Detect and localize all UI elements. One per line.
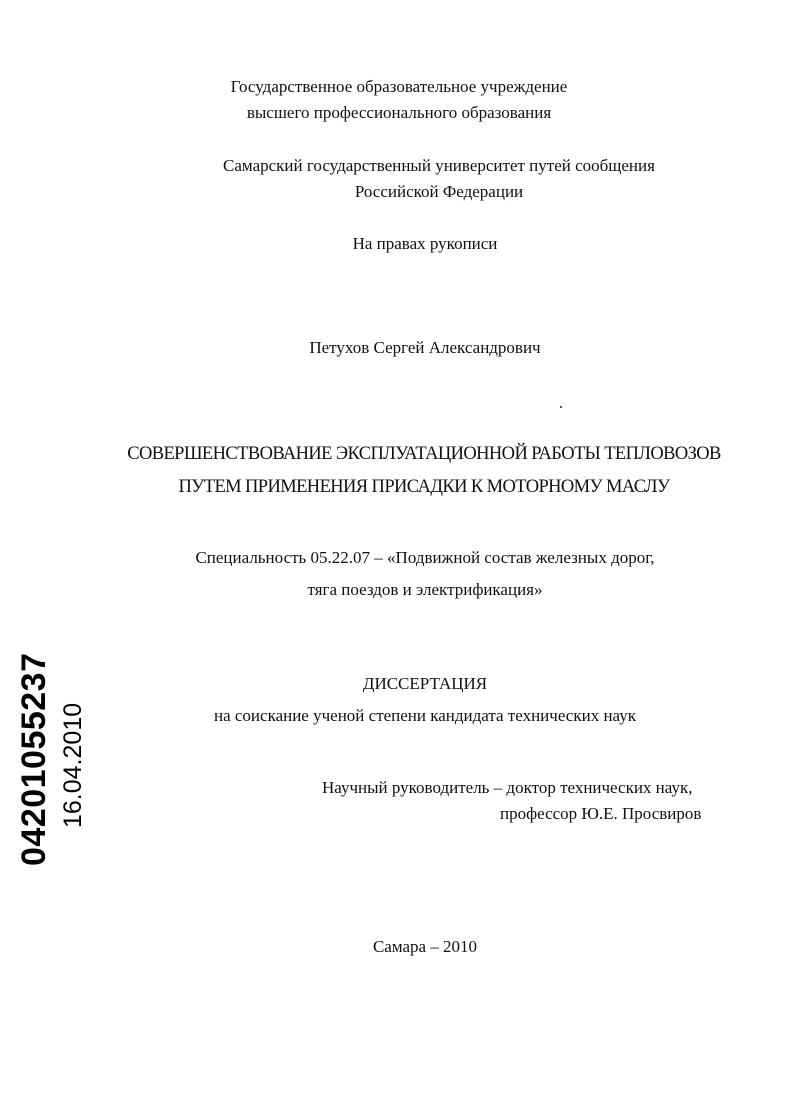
- university-line-2: Российской Федерации: [354, 182, 524, 201]
- specialty-line-2: тяга поездов и электрификация»: [307, 580, 543, 599]
- document-type: ДИССЕРТАЦИЯ: [362, 674, 488, 693]
- supervisor-line-1: Научный руководитель – доктор технических наук,: [322, 778, 693, 797]
- dissertation-title-line-2: ПУТЕМ ПРИМЕНЕНИЯ ПРИСАДКИ К МОТОРНОМУ МАСЛУ: [178, 477, 670, 497]
- registration-number-stamp: 04201055237: [15, 652, 53, 866]
- institution-line-2: высшего профессионального образования: [246, 103, 552, 122]
- manuscript-note: На правах рукописи: [352, 234, 498, 253]
- university-line-1: Самарский государственный университет путей сообщения: [223, 156, 655, 175]
- supervisor-line-2: профессор Ю.Е. Просвиров: [500, 804, 702, 823]
- degree-line: на соискание ученой степени кандидата технических наук: [213, 706, 636, 725]
- scan-speck: [560, 406, 562, 408]
- place-year: Самара – 2010: [372, 937, 478, 956]
- institution-line-1: Государственное образовательное учреждение: [230, 77, 568, 96]
- specialty-line-1: Специальность 05.22.07 – «Подвижной состав железных дорог,: [195, 548, 655, 567]
- registration-date-stamp: 16.04.2010: [59, 702, 87, 828]
- dissertation-title-line-1: СОВЕРШЕНСТВОВАНИЕ ЭКСПЛУАТАЦИОННОЙ РАБОТЫ ТЕПЛОВОЗОВ: [127, 444, 721, 464]
- author-name: Петухов Сергей Александрович: [309, 338, 541, 357]
